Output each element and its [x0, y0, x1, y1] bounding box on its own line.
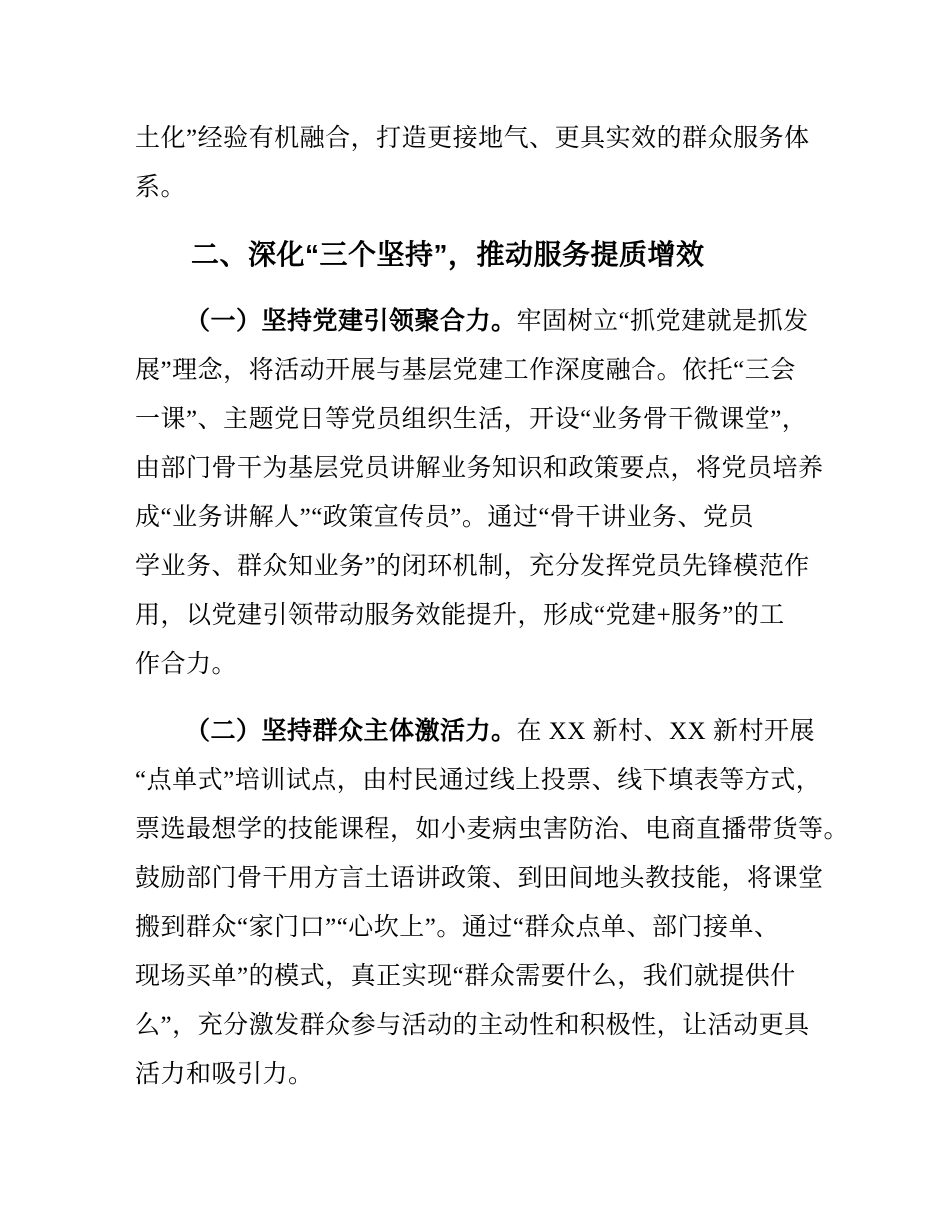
text-line: 现场买单”的模式，真正实现“群众需要什么，我们就提供什	[135, 963, 796, 990]
text-line: 作合力。	[135, 651, 238, 678]
subsection-1-title: （一）坚持党建引领聚合力。	[185, 307, 517, 335]
document-text-block	[135, 114, 850, 1099]
text-line: 票选最想学的技能课程，如小麦病虫害防治、电商直播带货等。	[135, 816, 850, 843]
text-line: 用，以党建引领带动服务效能提升，形成“党建+服务”的工	[135, 602, 785, 629]
text-line: 展”理念，将活动开展与基层党建工作深度融合。依托“三会	[135, 357, 796, 384]
text-line: 活力和吸引力。	[135, 1061, 314, 1088]
text-line	[135, 707, 825, 756]
paragraph-text: 在 XX 新村、XX 新村开展	[516, 718, 815, 745]
text-line	[135, 297, 825, 346]
text-line: 成“业务讲解人”“政策宣传员”。通过“骨干讲业务、党员	[135, 504, 754, 531]
text-line: 一课”、主题党日等党员组织生活，开设“业务骨干微课堂”，	[135, 406, 808, 433]
text-line: 学业务、群众知业务”的闭环机制，充分发挥党员先锋模范作	[135, 553, 810, 580]
section-1-paragraph	[135, 297, 825, 689]
section-heading: 二、深化“三个坚持”，推动服务提质增效	[191, 239, 705, 270]
text-line: “点单式”培训试点，由村民通过线上投票、线下填表等方式，	[135, 767, 822, 794]
text-line: 鼓励部门骨干用方言土语讲政策、到田间地头教技能，将课堂	[135, 865, 824, 892]
text-line: 系。	[135, 174, 187, 201]
paragraph-text: 牢固树立“抓党建就是抓发	[516, 308, 809, 335]
section-2-paragraph	[135, 707, 850, 1099]
text-line: 么”，充分激发群众参与活动的主动性和积极性，让活动更具	[135, 1012, 810, 1039]
text-line: 由部门骨干为基层党员讲解业务知识和政策要点，将党员培养	[135, 455, 824, 482]
text-line: 土化”经验有机融合，打造更接地气、更具实效的群众服务体	[135, 125, 810, 152]
text-line: 搬到群众“家门口”“心坎上”。通过“群众点单、部门接单、	[135, 914, 780, 941]
subsection-2-title: （二）坚持群众主体激活力。	[185, 717, 517, 745]
intro-paragraph	[135, 114, 825, 212]
